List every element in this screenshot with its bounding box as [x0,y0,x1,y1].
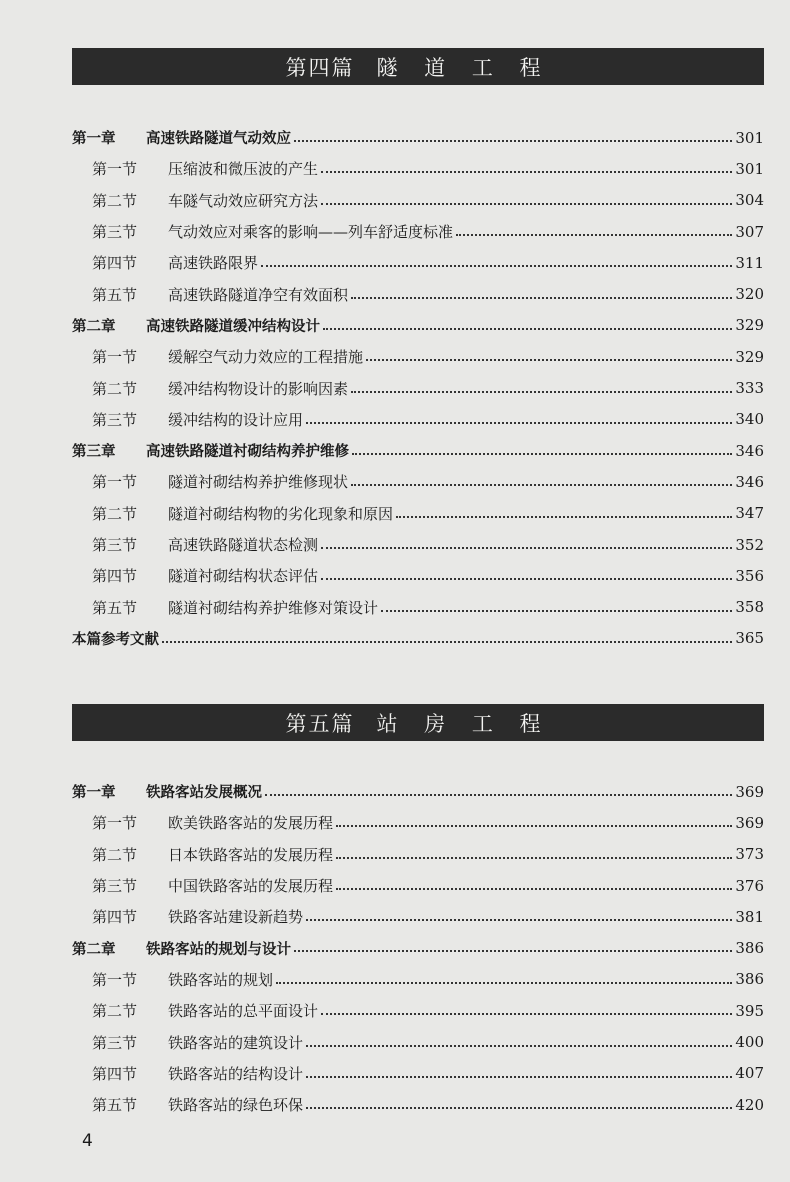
entry-page-number: 304 [735,191,764,210]
entry-page-number: 369 [735,782,764,801]
entry-title: 高速铁路隧道缓冲结构设计 [146,318,320,335]
entry-page-number: 329 [735,347,764,366]
entry-page-number: 346 [735,472,764,491]
entry-number: 第四节 [92,567,138,586]
entry-number: 第四节 [92,254,138,273]
toc-section-entry [72,341,764,372]
entry-title: 高速铁路限界 [168,254,259,273]
toc-chapter-entry [72,435,764,466]
toc-section-entry [72,995,764,1026]
toc-section-entry [72,466,764,497]
entry-page-number: 395 [735,1001,764,1020]
toc-list-part-5 [72,776,764,1120]
dot-leader [336,873,732,890]
entry-number: 第二节 [92,504,138,523]
toc-section-entry [72,529,764,560]
entry-number: 第五节 [92,285,138,304]
dot-leader [351,376,732,393]
entry-number: 第一节 [92,814,138,833]
entry-page-number: 352 [735,535,764,554]
entry-page-number: 358 [735,598,764,617]
entry-number: 第五节 [92,1096,138,1115]
entry-number: 第一节 [92,970,138,989]
toc-section-entry [72,185,764,216]
toc-section-entry [72,591,764,622]
dot-leader [306,407,732,424]
dot-leader [351,469,732,486]
toc-section-entry [72,278,764,309]
dot-leader [306,1030,732,1047]
entry-title: 铁路客站发展概况 [146,785,262,802]
entry-number: 第一章 [72,785,116,802]
toc-section-entry [72,216,764,247]
entry-page-number: 400 [735,1033,764,1052]
dot-leader [336,842,732,859]
entry-number: 第三节 [92,536,138,554]
toc-chapter-entry [72,932,764,963]
toc-section-entry [72,964,764,995]
entry-number: 第四节 [92,908,138,927]
dot-leader [381,595,732,612]
toc-section-entry [72,901,764,932]
entry-page-number: 386 [735,970,764,989]
entry-title: 日本铁路客站的发展历程 [168,845,334,864]
entry-title: 铁路客站的结构设计 [168,1064,304,1083]
toc-section-entry [72,498,764,529]
entry-page-number: 301 [735,128,764,147]
toc-chapter-entry [72,122,764,153]
dot-leader [321,998,732,1015]
entry-title: 铁路客站的总平面设计 [168,1002,319,1021]
entry-title: 隧道衬砌结构状态评估 [168,567,319,586]
dot-leader [276,967,732,984]
part-header-5 [72,704,764,741]
entry-page-number: 333 [735,379,764,398]
toc-section-entry [72,404,764,435]
dot-leader [265,779,732,796]
entry-title: 欧美铁路客站的发展历程 [168,814,334,833]
toc-section-entry [72,247,764,278]
dot-leader [294,936,732,953]
entry-title: 隧道衬砌结构养护维修现状 [168,473,349,492]
entry-title: 缓冲结构的设计应用 [168,410,304,429]
entry-title: 铁路客站的建筑设计 [168,1033,304,1052]
entry-number: 第一章 [72,131,116,148]
entry-title: 缓解空气动力效应的工程措施 [168,348,364,367]
dot-leader [366,344,732,361]
entry-number: 第三节 [92,877,138,896]
part-title: 隧 道 工 程 [376,55,551,80]
part-number: 第五篇 [285,711,355,736]
toc-section-entry [72,560,764,591]
part-header-4 [72,48,764,85]
entry-page-number: 307 [735,222,764,241]
entry-page-number: 346 [735,441,764,460]
entry-number: 第二章 [72,941,116,958]
dot-leader [294,125,732,142]
entry-page-number: 311 [735,253,764,272]
toc-section-entry [72,153,764,184]
entry-number: 第四节 [92,1064,138,1083]
entry-page-number: 365 [735,629,764,648]
page-number: 4 [82,1131,93,1151]
toc-chapter-entry [72,623,764,654]
dot-leader [306,1092,732,1109]
entry-number: 第三节 [92,410,138,429]
entry-title: 车隧气动效应研究方法 [168,191,319,210]
dot-leader [306,904,732,921]
dot-leader [323,313,732,330]
entry-title: 隧道衬砌结构物的劣化现象和原因 [168,504,394,523]
dot-leader [321,156,732,173]
toc-section-entry [72,372,764,403]
toc-section-entry [72,839,764,870]
entry-title: 铁路客站的绿色环保 [168,1096,304,1115]
entry-title: 隧道衬砌结构养护维修对策设计 [168,598,379,617]
entry-page-number: 386 [735,939,764,958]
toc-section-entry [72,807,764,838]
entry-page-number: 381 [735,907,764,926]
entry-title: 高速铁路隧道气动效应 [146,131,291,148]
entry-page-number: 373 [735,845,764,864]
entry-number: 第二章 [72,318,116,335]
dot-leader [396,501,732,518]
entry-number: 第二节 [92,379,138,398]
entry-title: 中国铁路客站的发展历程 [168,877,334,896]
dot-leader [351,282,732,299]
toc-section-entry [72,1058,764,1089]
entry-page-number: 301 [735,159,764,178]
dot-leader [321,532,732,549]
entry-title: 高速铁路隧道状态检测 [168,536,319,554]
entry-title: 缓冲结构物设计的影响因素 [168,379,349,398]
entry-page-number: 347 [735,504,764,523]
dot-leader [336,810,732,827]
entry-page-number: 340 [735,410,764,429]
entry-number: 第三节 [92,1033,138,1052]
entry-number: 第一节 [92,473,138,492]
part-number: 第四篇 [285,55,355,80]
entry-number: 第二节 [92,191,138,210]
entry-number: 第二节 [92,845,138,864]
toc-chapter-entry [72,310,764,341]
entry-page-number: 407 [735,1064,764,1083]
entry-title: 铁路客站建设新趋势 [168,908,304,927]
entry-title: 高速铁路隧道净空有效面积 [168,285,349,304]
toc-chapter-entry [72,776,764,807]
entry-title: 高速铁路隧道衬砌结构养护维修 [146,444,349,461]
entry-title: 铁路客站的规划与设计 [146,941,291,958]
entry-title: 气动效应对乘客的影响——列车舒适度标准 [168,223,454,242]
dot-leader [306,1061,732,1078]
entry-page-number: 320 [735,285,764,304]
toc-section-entry [72,1089,764,1120]
dot-leader [456,219,732,236]
entry-title: 本篇参考文献 [72,631,159,648]
entry-title: 压缩波和微压波的产生 [168,160,319,179]
dot-leader [162,626,732,643]
entry-number: 第二节 [92,1002,138,1021]
toc-list-part-4 [72,122,764,654]
entry-page-number: 356 [735,566,764,585]
dot-leader [321,563,732,580]
dot-leader [321,188,732,205]
entry-page-number: 376 [735,876,764,895]
entry-number: 第三节 [92,223,138,242]
entry-page-number: 329 [735,316,764,335]
entry-number: 第五节 [92,598,138,617]
toc-section-entry [72,1026,764,1057]
entry-number: 第三章 [72,444,116,461]
entry-title: 铁路客站的规划 [168,970,274,989]
entry-number: 第一节 [92,160,138,179]
entry-number: 第一节 [92,348,138,367]
part-title: 站 房 工 程 [376,711,551,736]
toc-section-entry [72,870,764,901]
entry-page-number: 420 [735,1095,764,1114]
dot-leader [352,438,732,455]
entry-page-number: 369 [735,813,764,832]
dot-leader [261,250,732,267]
